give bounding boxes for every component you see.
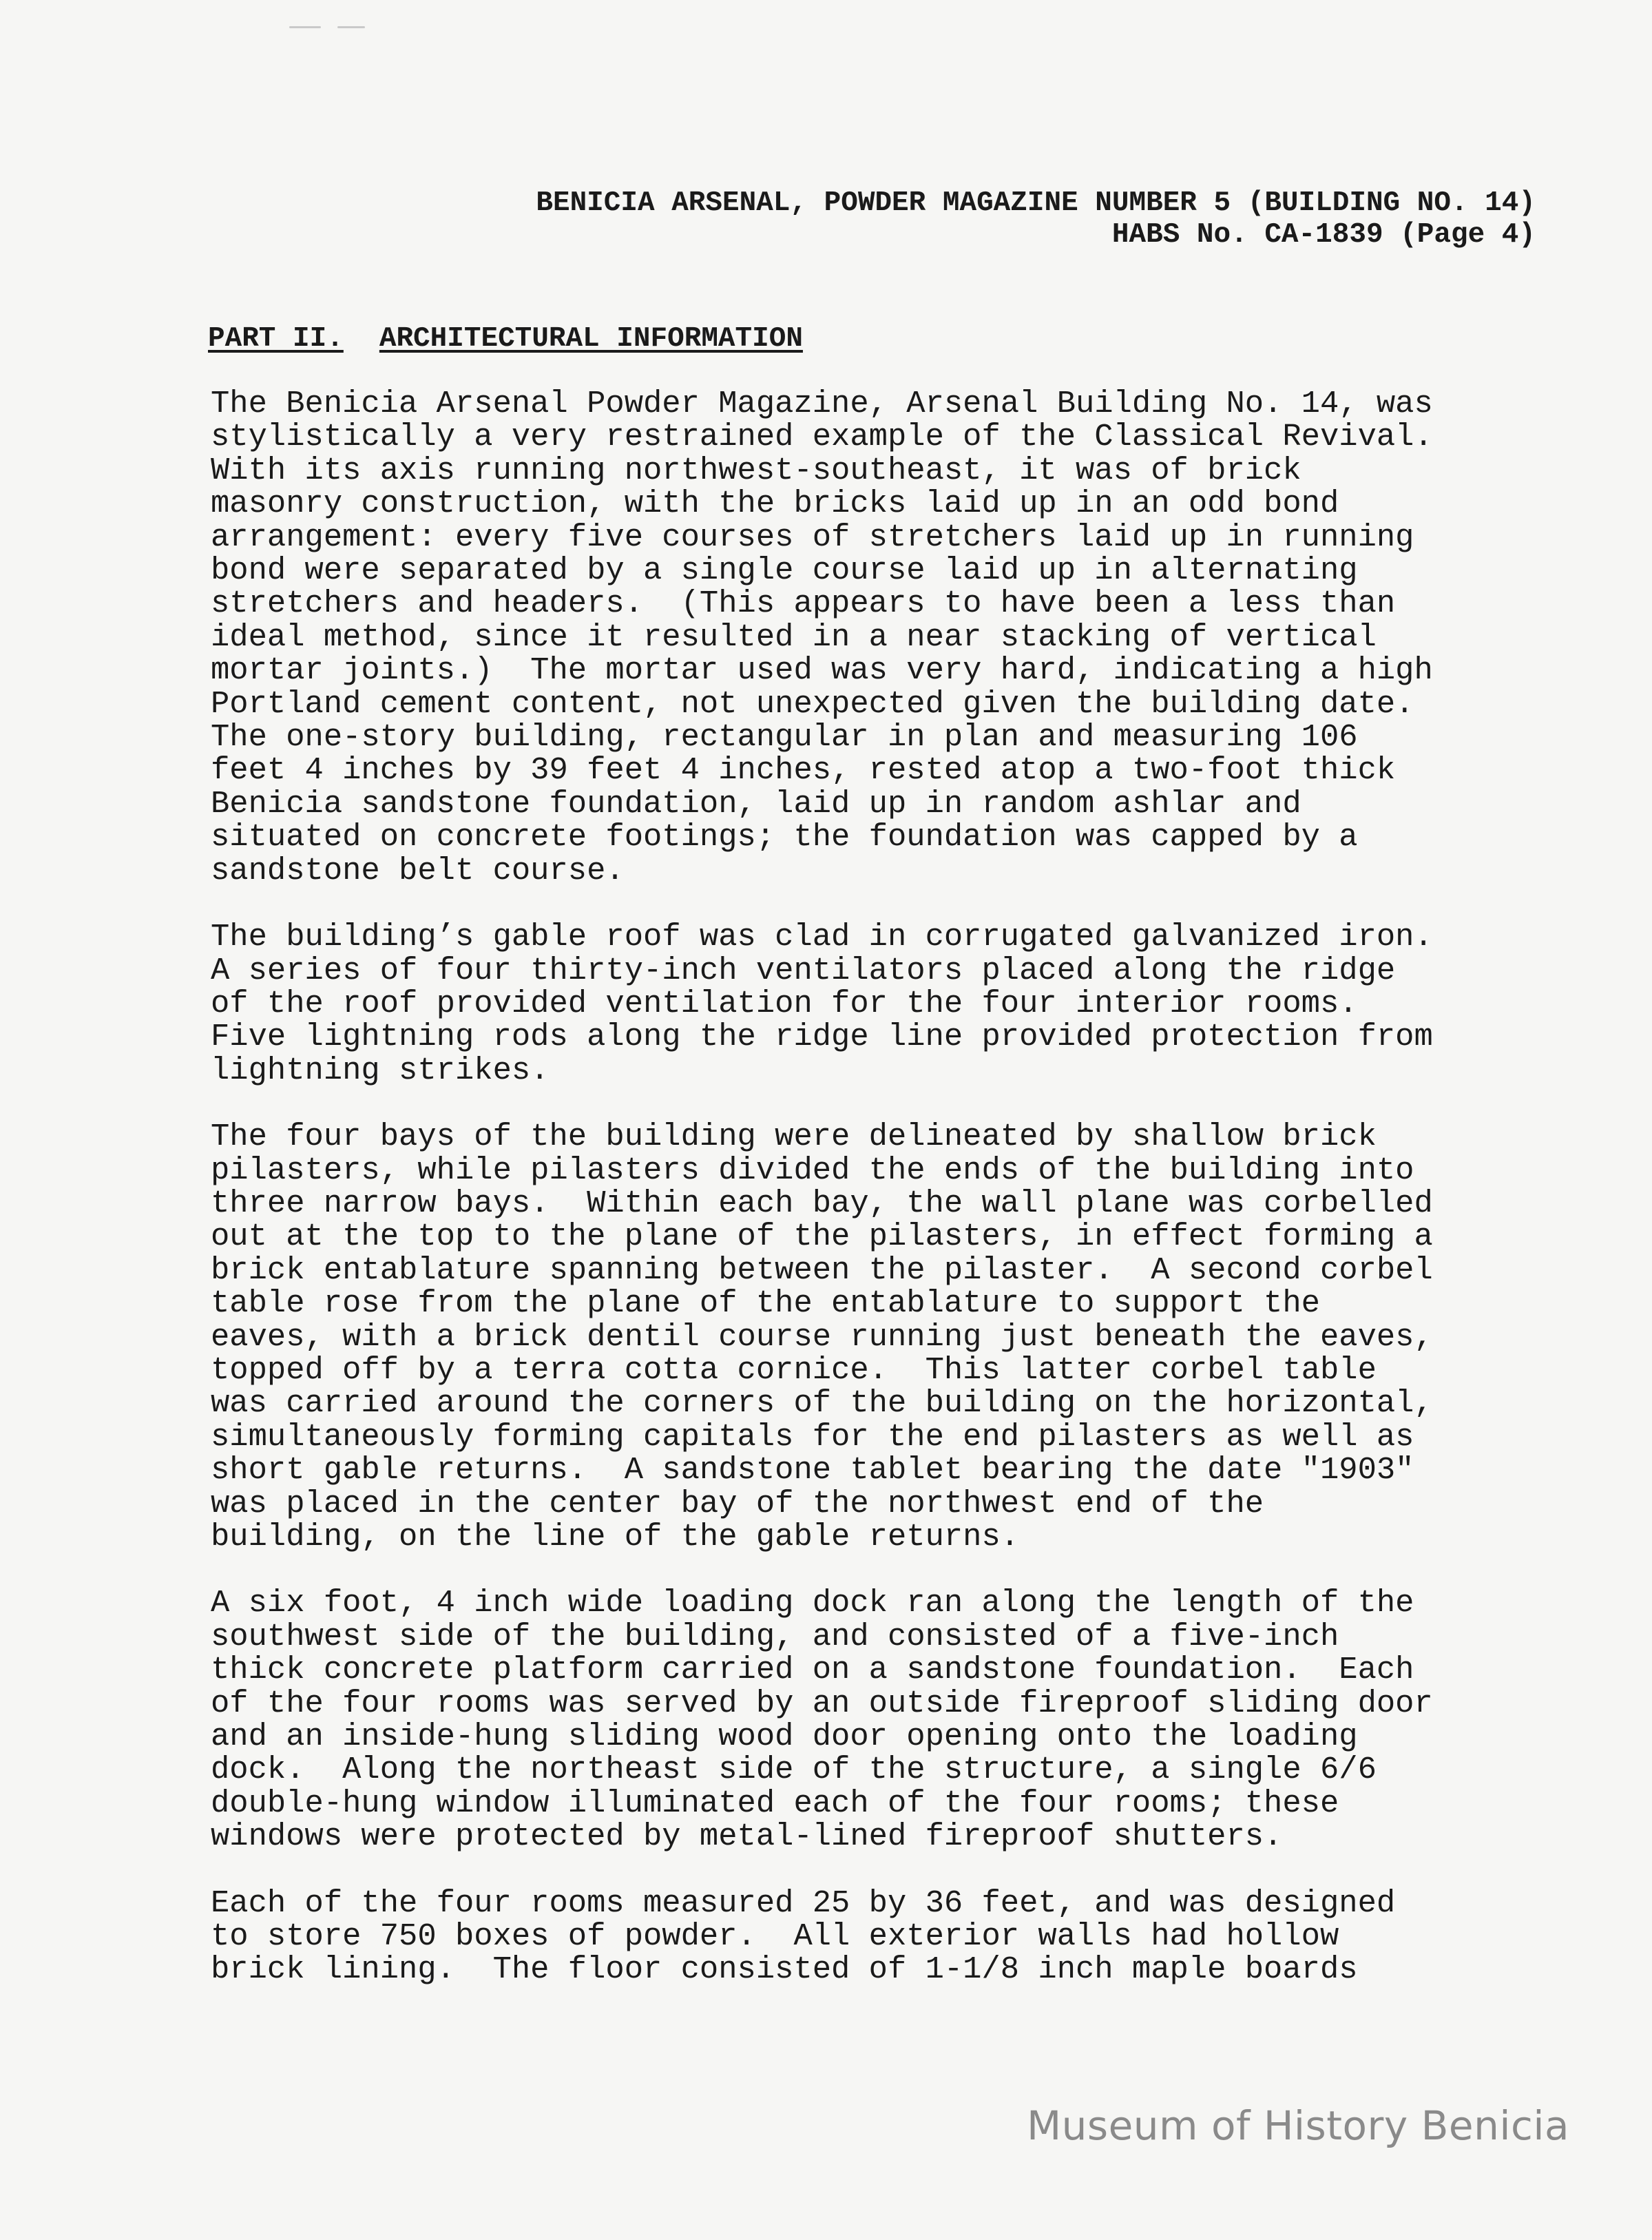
text-line: eaves, with a brick dentil course running just beneath the eaves, [211,1318,1433,1355]
text-line: mortar joints.) The mortar used was very hard, indicating a high [211,652,1433,689]
text-line: stretchers and headers. (This appears to have been a less than [211,585,1396,622]
text-line: The one-story building, rectangular in plan and measuring 106 [211,719,1358,756]
text-line: and an inside-hung sliding wood door opening onto the loading [211,1719,1358,1755]
text-line: southwest side of the building, and consisted of a five-inch [211,1618,1339,1655]
text-line: thick concrete platform carried on a sandstone foundation. Each [211,1652,1414,1688]
page-header [207,187,1536,251]
text-line: brick entablature spanning between the pilaster. A second corbel [211,1252,1433,1288]
text-line: stylistically a very restrained example of the Classical Revival. [211,419,1433,455]
header-habs-number: HABS No. CA-1839 (Page 4) [1111,219,1536,251]
text-line: dock. Along the northeast side of the structure, a single 6/6 [211,1752,1377,1788]
text-line: pilasters, while pilasters divided the ends of the building into [211,1152,1414,1188]
section-heading [208,322,803,355]
text-line: out at the top to the plane of the pilasters, in effect forming a [211,1218,1433,1255]
text-line: lightning strikes. [211,1052,550,1088]
text-line: building, on the line of the gable returns. [211,1519,1020,1555]
text-line: of the roof provided ventilation for the four interior rooms. [211,985,1358,1022]
text-line: arrangement: every five courses of stretchers laid up in running [211,519,1414,555]
text-line: The four bays of the building were delineated by shallow brick [211,1119,1377,1155]
text-line: The building’s gable roof was clad in corrugated galvanized iron. [211,919,1433,955]
text-line: situated on concrete footings; the foundation was capped by a [211,819,1358,855]
text-line: table rose from the plane of the entablature to support the [211,1285,1320,1322]
body-text [211,387,1574,2020]
text-line: was carried around the corners of the building on the horizontal, [211,1385,1433,1422]
section-part: PART II. [208,323,344,355]
text-line: A series of four thirty-inch ventilators placed along the ridge [211,952,1396,988]
text-line: Each of the four rooms measured 25 by 36 feet, and was designed [211,1885,1396,1921]
text-line: ideal method, since it resulted in a near stacking of vertical [211,619,1377,655]
text-line: short gable returns. A sandstone tablet bearing the date "1903" [211,1452,1414,1489]
text-line: sandstone belt course. [211,852,625,889]
text-line: to store 750 boxes of powder. All exterior walls had hollow [211,1918,1339,1955]
section-title: ARCHITECTURAL INFORMATION [379,323,803,355]
text-line: masonry construction, with the bricks laid up in an odd bond [211,486,1339,522]
paragraph [211,1120,1574,1553]
paragraph [211,1887,1574,1987]
text-line: of the four rooms was served by an outside fireproof sliding door [211,1685,1433,1721]
text-line: A six foot, 4 inch wide loading dock ran along the length of the [211,1585,1414,1621]
text-line: was placed in the center bay of the northwest end of the [211,1485,1264,1522]
text-line: double-hung window illuminated each of the four rooms; these [211,1785,1339,1821]
text-line: Portland cement content, not unexpected given the building date. [211,685,1414,722]
paragraph [211,920,1574,1087]
text-line: bond were separated by a single course laid up in alternating [211,552,1358,589]
header-title: BENICIA ARSENAL, POWDER MAGAZINE NUMBER 5 (BUILDING NO. 14) [536,187,1536,219]
watermark: Museum of History Benicia [1027,2102,1569,2149]
text-line: windows were protected by metal-lined fireproof shutters. [211,1818,1283,1855]
scan-marks [289,26,372,30]
text-line: The Benicia Arsenal Powder Magazine, Arsenal Building No. 14, was [211,386,1433,422]
text-line: three narrow bays. Within each bay, the wall plane was corbelled [211,1185,1433,1221]
text-line: Five lightning rods along the ridge line provided protection from [211,1019,1433,1055]
text-line: brick lining. The floor consisted of 1-1/8 inch maple boards [211,1951,1358,1988]
text-line: simultaneously forming capitals for the end pilasters as well as [211,1418,1414,1455]
text-line: topped off by a terra cotta cornice. This latter corbel table [211,1351,1377,1388]
text-line: Benicia sandstone foundation, laid up in random ashlar and [211,785,1301,822]
paragraph [211,387,1574,887]
text-line: feet 4 inches by 39 feet 4 inches, rested atop a two-foot thick [211,752,1396,789]
text-line: With its axis running northwest-southeast, it was of brick [211,452,1301,488]
paragraph [211,1586,1574,1853]
